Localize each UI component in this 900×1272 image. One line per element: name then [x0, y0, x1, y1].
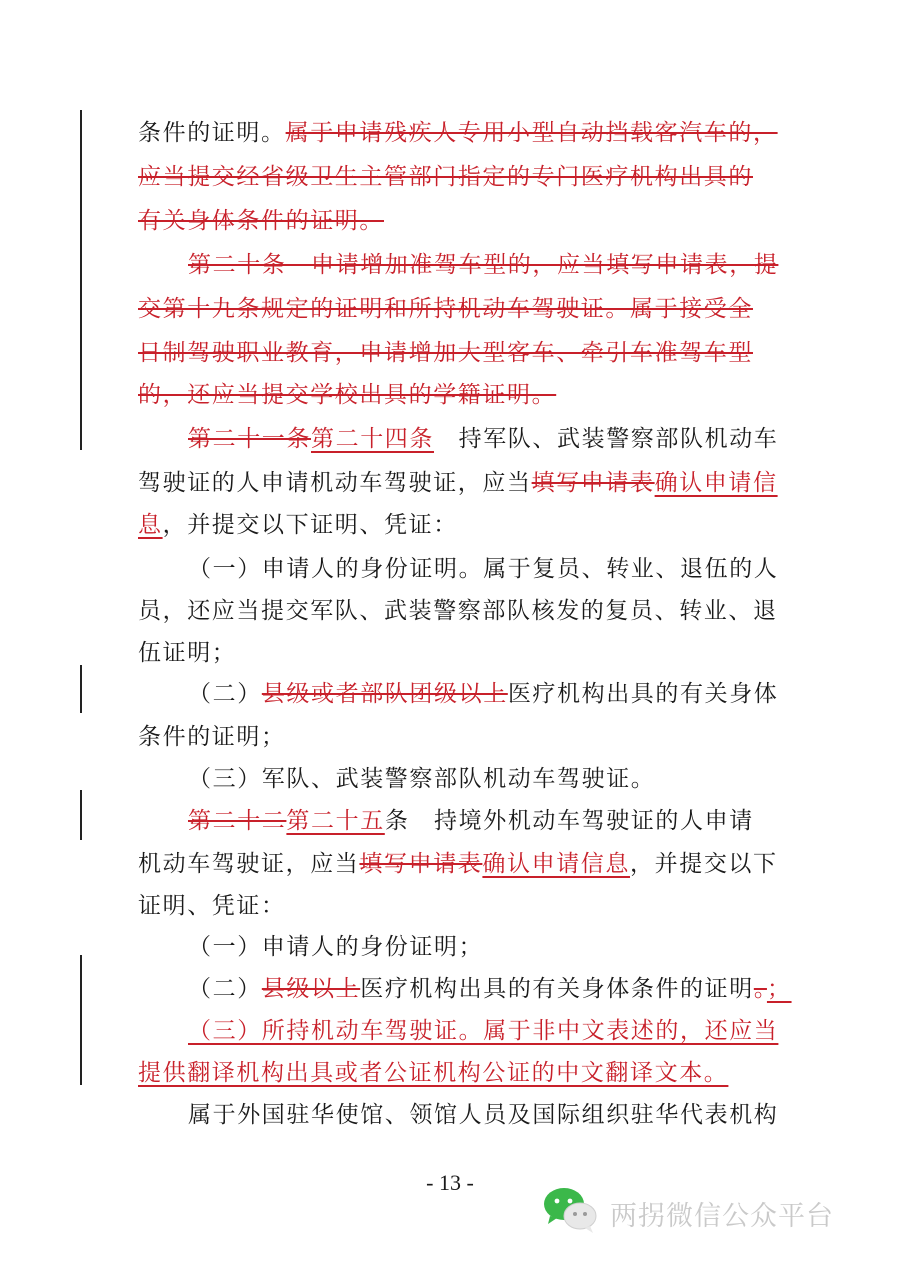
inserted-text: 第二十五: [286, 808, 385, 834]
deleted-text: 交第十九条规定的证明和所持机动车驾驶证。属于接受全: [138, 296, 753, 322]
deleted-text: 县级或者部队团级以上: [261, 681, 508, 707]
text-line: [188, 248, 778, 282]
text-line: （一）申请人的身份证明；: [188, 934, 484, 960]
watermark: [540, 1178, 870, 1248]
text-line: 条件的证明；: [138, 724, 286, 750]
inserted-text: 第二十四条: [311, 426, 434, 452]
deleted-text: 。: [753, 976, 767, 1002]
change-bar: [80, 110, 82, 450]
text-line: 机动车驾驶证，应当填写申请表确认申请信息，并提交以下: [138, 851, 778, 877]
inserted-text: 确认申请信息: [482, 851, 631, 877]
inserted-text: 息: [138, 512, 163, 538]
text-line: 伍证明；: [138, 640, 237, 666]
text-line: 驾驶证的人申请机动车驾驶证，应当填写申请表确认申请信: [138, 470, 778, 496]
text-line: [188, 1014, 778, 1048]
text-line: （三）军队、武装警察部队机动车驾驶证。: [188, 766, 656, 792]
change-bar: [80, 665, 82, 713]
text-line: 条件的证明。属于申请残疾人专用小型自动挡载客汽车的，: [138, 120, 778, 146]
deleted-text: 第二十二: [188, 808, 287, 834]
deleted-text: 填写申请表: [359, 851, 483, 877]
wechat-logo-icon: [540, 1184, 600, 1236]
text-line: [138, 292, 778, 326]
page-number: - 13 -: [426, 1170, 474, 1195]
text-line: （二）县级或者部队团级以上医疗机构出具的有关身体: [188, 681, 779, 707]
text-line: 证明、凭证：: [138, 893, 286, 919]
text-line: 息，并提交以下证明、凭证：: [138, 512, 458, 538]
deleted-text: 第二十条 申请增加准驾车型的，应当填写申请表，提: [188, 252, 779, 278]
inserted-text: ；: [766, 976, 792, 1002]
text-line: [138, 1056, 778, 1090]
deleted-text: 第二十一条: [188, 426, 311, 452]
watermark-text: 两拐微信公众平台: [610, 1201, 834, 1232]
text-line: （一）申请人的身份证明。属于复员、转业、退伍的人: [188, 556, 779, 582]
deleted-text: 填写申请表: [531, 470, 655, 496]
change-bar: [80, 790, 82, 840]
article-heading: 第二十二第二十五条 持境外机动车驾驶证的人申请: [188, 808, 754, 834]
change-bar: [80, 955, 82, 1085]
inserted-text: 提供翻译机构出具或者公证机构公证的中文翻译文本。: [138, 1060, 729, 1086]
deleted-text: 属于申请残疾人专用小型自动挡载客汽车的，: [285, 120, 778, 146]
text-line: [138, 336, 778, 370]
article-heading: 第二十一条第二十四条 持军队、武装警察部队机动车: [188, 426, 779, 452]
deleted-text: 有关身体条件的证明。: [138, 208, 384, 234]
deleted-text: 日制驾驶职业教育，申请增加大型客车、牵引车准驾车型: [138, 340, 753, 366]
deleted-text: 的，还应当提交学校出具的学籍证明。: [138, 382, 557, 408]
inserted-text: 确认申请信: [654, 470, 778, 496]
deleted-text: 应当提交经省级卫生主管部门指定的专门医疗机构出具的: [138, 164, 753, 190]
text-line: 属于外国驻华使馆、领馆人员及国际组织驻华代表机构: [188, 1102, 779, 1128]
text-line: [138, 378, 778, 412]
text-line: （二）县级以上医疗机构出具的有关身体条件的证明。；: [188, 976, 792, 1002]
text-line: [138, 204, 778, 238]
text-line: 员，还应当提交军队、武装警察部队核发的复员、转业、退: [138, 598, 778, 624]
inserted-text: （三）所持机动车驾驶证。属于非中文表述的，还应当: [188, 1018, 779, 1044]
text-line: [138, 160, 778, 194]
deleted-text: 县级以上: [261, 976, 361, 1002]
